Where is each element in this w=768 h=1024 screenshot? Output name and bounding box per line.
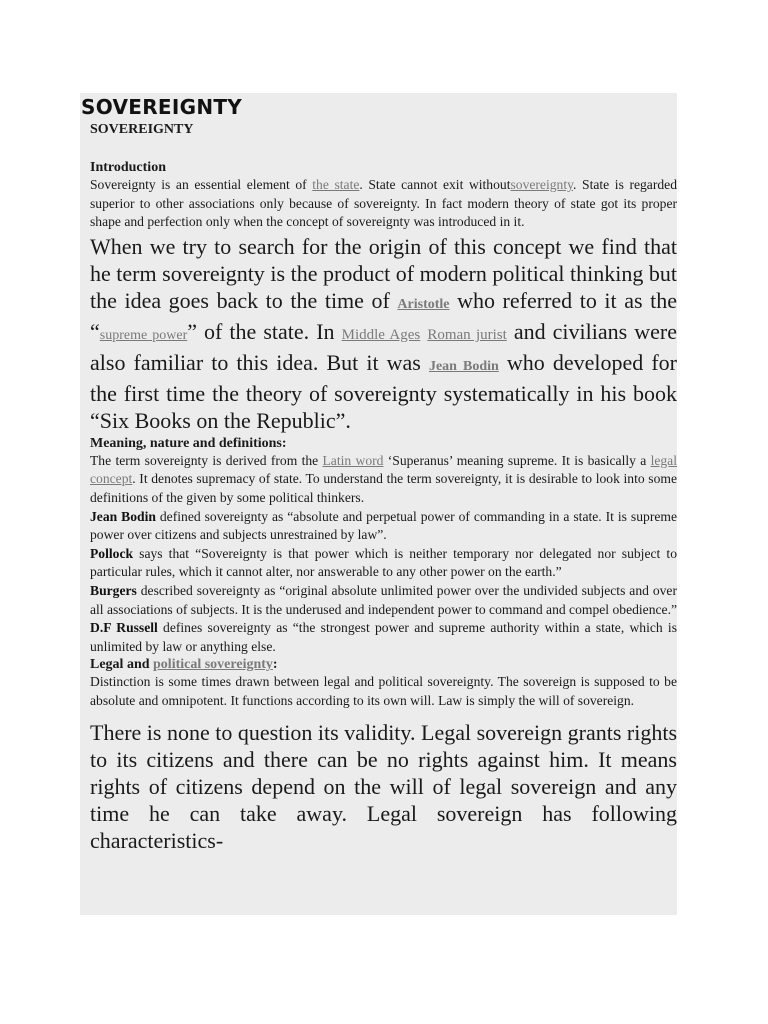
document-heading: SOVEREIGNTY xyxy=(81,95,243,119)
text-run: : xyxy=(272,657,278,673)
link-supreme-power[interactable]: supreme power xyxy=(99,327,188,343)
document-body xyxy=(90,121,677,854)
link-middle-ages[interactable]: Middle Ages xyxy=(341,326,421,343)
text-run: When we try to search for the origin of this concept we find that he term sovereignty is the product of modern political thinking but the idea goes back to the time of xyxy=(90,233,677,313)
definition-text: described sovereignty as “original absolute unlimited power over the undivided subjects and over all associations of subjects. It is the underused and independent power to command and compel obedience.” xyxy=(90,582,678,617)
link-sovereignty[interactable]: sovereignty xyxy=(510,177,574,192)
link-legal-concept[interactable]: legal concept xyxy=(90,452,677,487)
text-run: ” of the state. In xyxy=(187,318,342,344)
origin-paragraph xyxy=(90,233,677,434)
text-run: Sovereignty is an essential element of xyxy=(90,177,313,192)
legal-paragraph: Distinction is some times drawn between legal and political sovereignty. The sovereign is supposed to be absolute and omnipotent. It functions according to its own will. Law is simply the will of sovereign. xyxy=(90,674,677,708)
definition-text: defined sovereignty as “absolute and perpetual power of commanding in a state. It is supreme power over citizens and subjects unrestrained by law”. xyxy=(90,508,677,543)
thinker-name: D.F Russell xyxy=(90,620,158,636)
definition-text: says that “Sovereignty is that power which is neither temporary nor delegated nor subject to particular rules, which it cannot alter, nor answerable to any other power on the earth.” xyxy=(90,545,677,580)
text-run: who developed for the first time the theory of sovereignty systematically in his book “Six Books on the Republic”. xyxy=(90,349,677,433)
definition-burgers xyxy=(90,582,677,619)
text-run: ‘Superanus’ meaning supreme. It is basically a xyxy=(383,452,651,468)
text-run: The term sovereignty is derived from the xyxy=(90,452,323,468)
text-run: and civilians were also familiar to this idea. But it was xyxy=(90,318,677,375)
text-run: . It denotes supremacy of state. To understand the term sovereignty, it is desirable to look into some definitions of the given by some political thinkers. xyxy=(90,471,677,505)
text-run: . State is regarded superior to other associations only because of sovereignty. In fact modern theory of state got its proper shape and perfection only when the concept of sovereignty was introduced in it. xyxy=(90,177,677,230)
thinker-name: Pollock xyxy=(90,545,134,561)
legal-sovereign-paragraph: There is none to question its validity. Legal sovereign grants rights to its citizens and there can be no rights against him. It means rights of citizens depend on the will of legal sovereign and any time he can take away. Legal sovereign has following characteristics- xyxy=(90,719,677,853)
link-the-state[interactable]: the state xyxy=(312,177,360,192)
thinker-name: Jean Bodin xyxy=(90,508,156,524)
link-aristotle[interactable]: Aristotle xyxy=(397,296,450,312)
legal-heading xyxy=(90,656,677,673)
link-political-sovereignty[interactable]: political sovereignty xyxy=(153,657,273,673)
definition-text: defines sovereignty as “the strongest power and supreme authority within a state, which is unlimited by law or anything else. xyxy=(90,620,677,654)
meaning-paragraph xyxy=(90,452,677,508)
link-roman-jurist[interactable]: Roman jurist xyxy=(427,326,507,343)
intro-heading: Introduction xyxy=(90,160,166,175)
definition-pollock xyxy=(90,545,677,582)
definition-jean-bodin xyxy=(90,508,677,545)
intro-paragraph xyxy=(90,176,677,232)
meaning-heading: Meaning, nature and definitions: xyxy=(90,435,287,451)
thinker-name: Burgers xyxy=(90,582,137,598)
document-subtitle: SOVEREIGNTY xyxy=(90,122,194,137)
link-jean-bodin[interactable]: Jean Bodin xyxy=(428,358,499,374)
text-run: . State cannot exit without xyxy=(359,177,511,192)
text-run: Legal and xyxy=(90,657,154,673)
definition-russell xyxy=(90,619,677,656)
link-latin-word[interactable]: Latin word xyxy=(322,452,384,468)
text-run: who referred to it as the “ xyxy=(90,287,678,344)
